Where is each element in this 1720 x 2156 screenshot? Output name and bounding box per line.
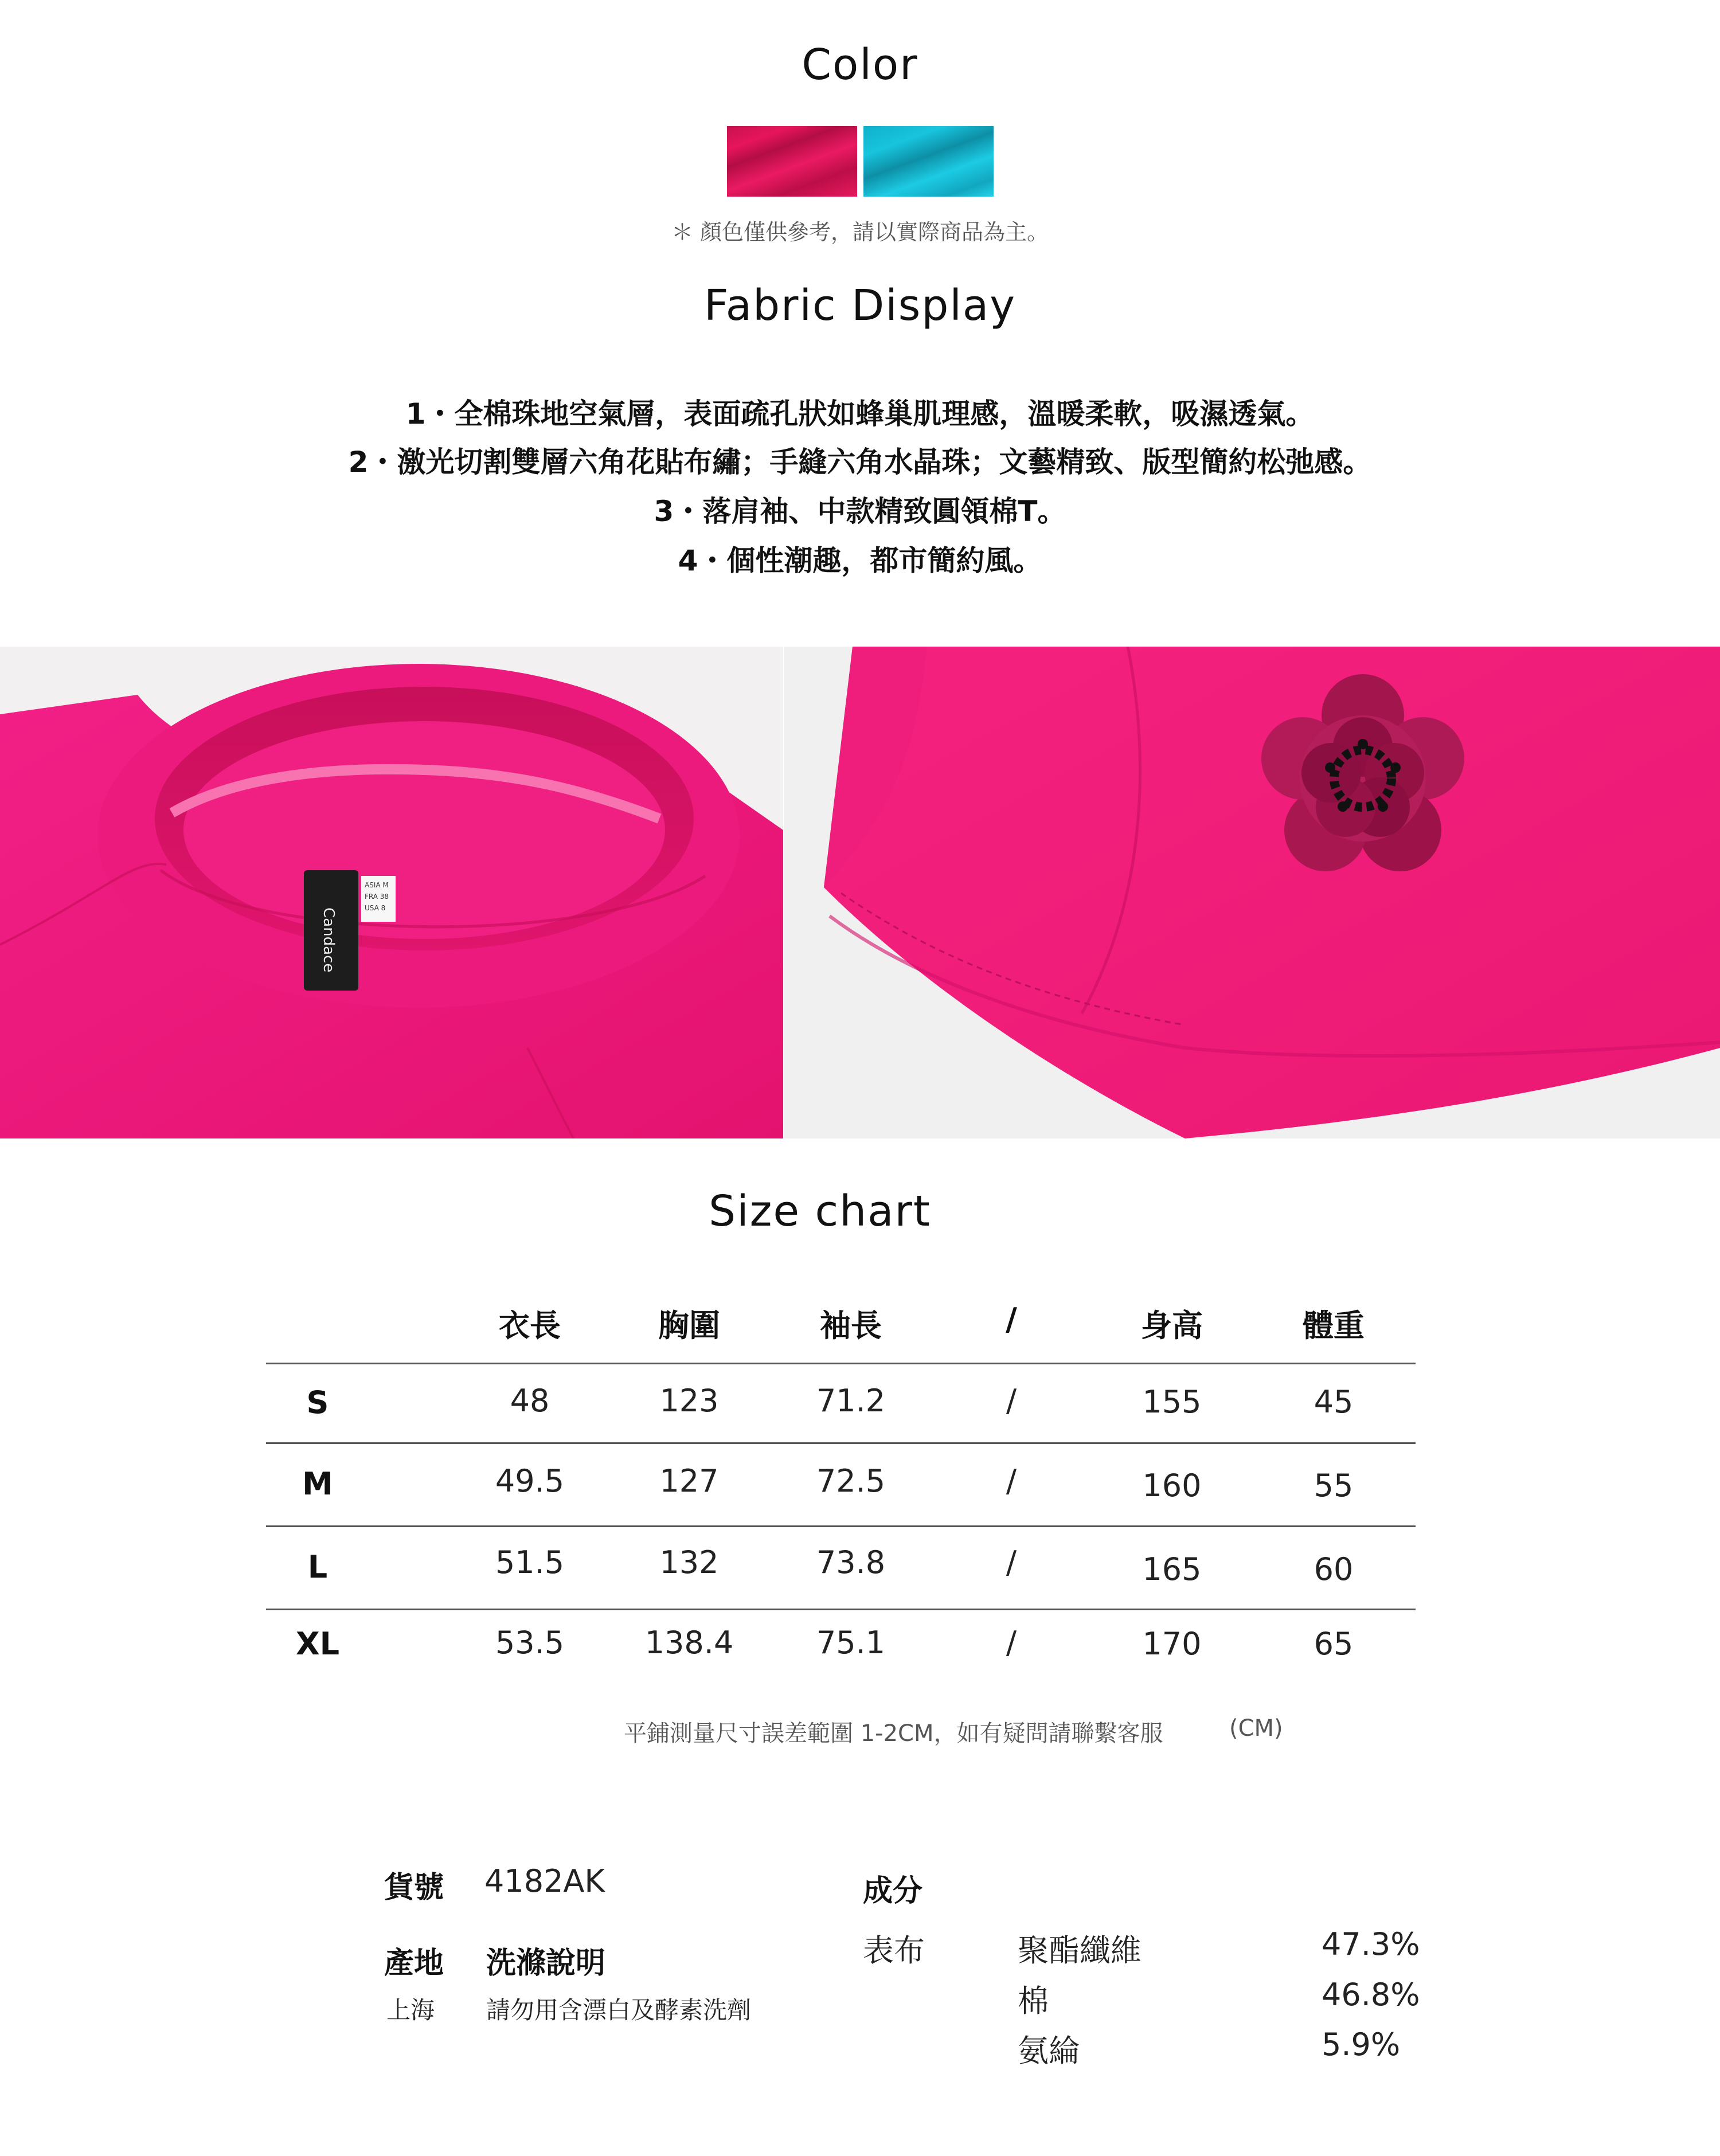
table-cell: 48 (510, 1383, 550, 1419)
origin-label: 產地 (384, 1946, 444, 1981)
table-cell: 71.2 (816, 1383, 886, 1419)
table-cell: 53.5 (495, 1625, 565, 1661)
table-cell: 132 (659, 1544, 719, 1580)
collar-detail-photo (0, 647, 783, 1138)
table-cell: 60 (1314, 1551, 1354, 1587)
table-divider (266, 1363, 1416, 1364)
header-length: 衣長 (499, 1308, 561, 1344)
material-name: 氨綸 (1018, 2033, 1080, 2069)
table-cell: 72.5 (816, 1463, 886, 1499)
table-cell: / (1006, 1625, 1017, 1661)
feature-item-4: 4・個性潮趣，都市簡約風。 (678, 544, 1042, 577)
material-percent: 5.9% (1322, 2026, 1401, 2063)
table-cell: 123 (659, 1383, 719, 1419)
composition-label: 成分 (863, 1874, 923, 1908)
row-size-label: XL (295, 1626, 340, 1662)
item-number-label: 貨號 (384, 1871, 444, 1905)
size-label-line-1: ASIA M (365, 881, 389, 889)
row-size-label: L (307, 1549, 328, 1585)
size-label-line-2: FRA 38 (365, 893, 389, 901)
table-cell: 45 (1314, 1384, 1354, 1420)
wash-label: 洗滌說明 (486, 1946, 606, 1981)
table-divider (266, 1525, 1416, 1527)
table-cell: 75.1 (816, 1625, 886, 1661)
material-percent: 46.8% (1322, 1977, 1420, 2013)
color-note: ＊ 顏色僅供參考，請以實際商品為主。 (671, 220, 1049, 245)
table-cell: 73.8 (816, 1544, 886, 1580)
feature-item-2: 2・激光切割雙層六角花貼布繡；手縫六角水晶珠；文藝精致、版型簡約松弛感。 (348, 445, 1372, 479)
table-cell: 165 (1142, 1551, 1202, 1587)
color-title: Color (802, 40, 918, 89)
origin-value: 上海 (386, 1996, 435, 2024)
header-height: 身高 (1141, 1308, 1203, 1344)
table-cell: / (1006, 1463, 1017, 1499)
table-cell: 155 (1142, 1384, 1202, 1420)
table-cell: 127 (659, 1463, 719, 1499)
material-name: 聚酯纖維 (1018, 1932, 1142, 1969)
table-cell: 170 (1142, 1626, 1202, 1662)
table-divider (266, 1442, 1416, 1444)
wash-instructions: 請勿用含漂白及酵素洗劑 (486, 1996, 752, 2024)
row-size-label: M (302, 1466, 333, 1502)
pink-swatch (727, 126, 857, 197)
table-cell: / (1006, 1383, 1017, 1419)
header-divider: / (1006, 1301, 1017, 1337)
table-cell: 55 (1314, 1468, 1354, 1504)
table-cell: 65 (1314, 1626, 1354, 1662)
table-divider (266, 1609, 1416, 1610)
material-percent: 47.3% (1322, 1926, 1420, 1962)
brand-label-text: Candace (320, 907, 337, 973)
flower-detail-photo (784, 647, 1720, 1138)
flower-photo-graphic (784, 647, 1720, 1138)
size-label-line-3: USA 8 (365, 904, 386, 912)
fabric-title: Fabric Display (703, 281, 1017, 330)
fabric-label: 表布 (863, 1932, 925, 1969)
row-size-label: S (306, 1384, 329, 1421)
header-weight: 體重 (1303, 1308, 1365, 1344)
size-chart-note: 平鋪測量尺寸誤差範圍 1-2CM，如有疑問請聯繫客服 (624, 1720, 1163, 1747)
header-chest: 胸圍 (658, 1308, 720, 1344)
table-cell: 49.5 (495, 1463, 565, 1499)
table-cell: 138.4 (644, 1625, 734, 1661)
material-name: 棉 (1018, 1983, 1049, 2019)
feature-item-1: 1・全棉珠地空氣層，表面疏孔狀如蜂巢肌理感，溫暖柔軟，吸濕透氣。 (405, 397, 1315, 431)
item-number-value: 4182AK (484, 1863, 605, 1899)
table-cell: / (1006, 1544, 1017, 1580)
table-cell: 51.5 (495, 1544, 565, 1580)
size-chart-title: Size chart (709, 1187, 931, 1236)
size-chart-unit: (CM) (1229, 1715, 1283, 1742)
cyan-swatch (863, 126, 994, 197)
table-cell: 160 (1142, 1468, 1202, 1504)
header-sleeve: 袖長 (820, 1308, 882, 1344)
feature-item-3: 3・落肩袖、中款精致圓領棉T。 (654, 495, 1066, 528)
collar-photo-graphic (0, 647, 783, 1138)
